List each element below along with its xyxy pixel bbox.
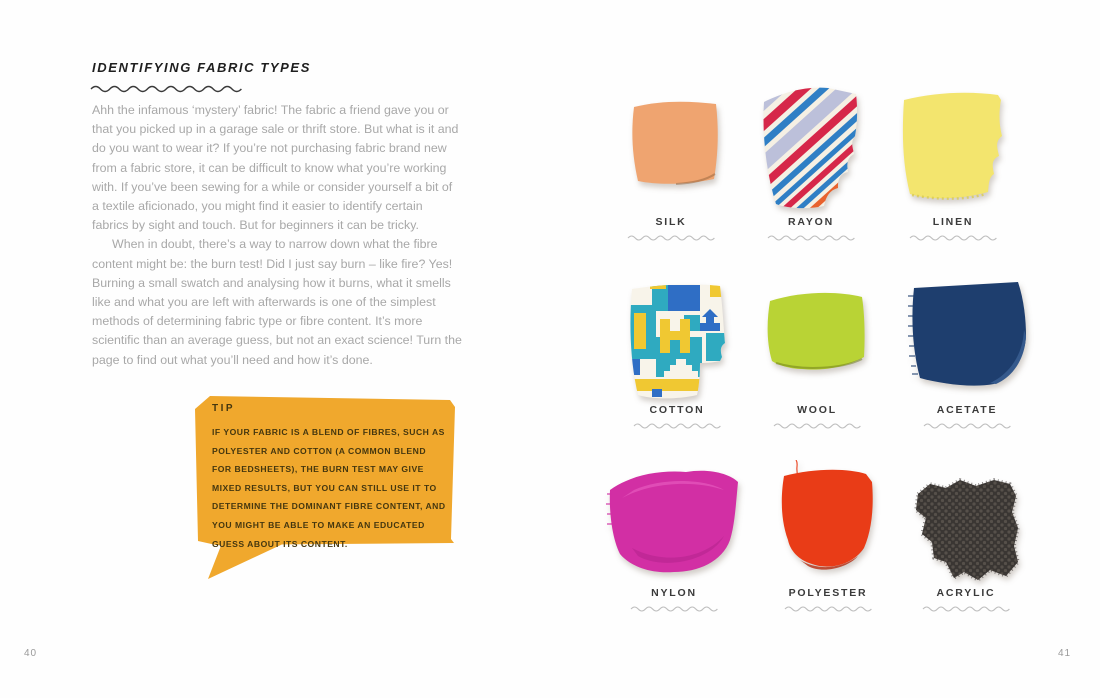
acrylic-swatch-image [902, 474, 1030, 586]
polyester-swatch-image [764, 460, 882, 578]
page-number-right: 41 [1058, 648, 1072, 659]
swatch-label-linen: LINEN [878, 216, 1028, 246]
swatch-label-acetate: ACETATE [892, 404, 1042, 434]
label-wavy-underline [909, 234, 997, 241]
swatch-label-wool: WOOL [742, 404, 892, 434]
swatch-label-nylon: NYLON [599, 587, 749, 617]
label-wavy-underline [923, 422, 1011, 429]
label-wavy-underline [767, 234, 855, 241]
wool-swatch-image [762, 289, 870, 381]
cotton-fabric [622, 281, 732, 403]
tip-label: TIP [212, 403, 236, 414]
linen-fabric [903, 93, 1002, 199]
nylon-swatch-image [602, 466, 744, 578]
swatch-label-polyester: POLYESTER [753, 587, 903, 617]
wool-fabric [768, 293, 865, 370]
linen-swatch-image [898, 88, 1008, 208]
acetate-swatch-image [902, 280, 1034, 394]
cotton-swatch-image [622, 281, 732, 403]
rayon-swatch-image [754, 84, 866, 216]
swatch-label-rayon: RAYON [736, 216, 886, 246]
silk-swatch-image [626, 97, 722, 189]
label-wavy-underline [627, 234, 715, 241]
silk-fabric [632, 102, 717, 184]
label-wavy-underline [633, 422, 721, 429]
label-wavy-underline [773, 422, 861, 429]
second-paragraph: When in doubt, there’s a way to narrow down what the fibre content might be: the burn test! Did I just say burn – like fire? Yes! Burning a small swatch and analysing how it burns, what it smells like and what you are left with afterwards is one of the simplest methods of determining fabric type or fibre content. It’s more scientific than an average guess, but not an exact science! Turn the page to find out what you’ll need and how it’s done. [92, 237, 462, 367]
label-wavy-underline [922, 605, 1010, 612]
swatch-label-cotton: COTTON [602, 404, 752, 434]
rayon-fabric [754, 84, 866, 216]
heading-wavy-underline [90, 84, 242, 93]
tip-text: IF YOUR FABRIC IS A BLEND OF FIBRES, SUCH AS POLYESTER AND COTTON (A COMMON BLEND FOR BEDSHEETS), THE BURN TEST MAY GIVE MIXED RESULTS, BUT YOU CAN STILL USE IT TO DETERMINE THE DOMINANT FIBRE CONTENT, AND YOU MIGHT BE ABLE TO MAKE AN EDUCATED GUESS ABOUT ITS CONTENT. [212, 427, 446, 549]
label-wavy-underline [784, 605, 872, 612]
swatch-label-silk: SILK [596, 216, 746, 246]
swatch-label-acrylic: ACRYLIC [891, 587, 1041, 617]
intro-text-block [92, 101, 462, 370]
polyester-fabric [782, 470, 873, 567]
label-wavy-underline [630, 605, 718, 612]
page-number-left: 40 [24, 648, 38, 659]
nylon-fabric [610, 471, 738, 573]
intro-paragraph: Ahh the infamous ‘mystery’ fabric! The fabric a friend gave you or that you picked up in a garage sale or thrift store. But what is it and do you want to wear it? If you’re not purchasing fabric brand new from a fabric store, it can be difficult to know what you’re working with. If you’ve been sewing for a while or consider yourself a bit of a textile aficionado, you might find it easier to identify certain fabrics by sight and touch. But for beginners it can be tricky. [92, 103, 459, 233]
page-title: IDENTIFYING FABRIC TYPES [92, 60, 311, 75]
